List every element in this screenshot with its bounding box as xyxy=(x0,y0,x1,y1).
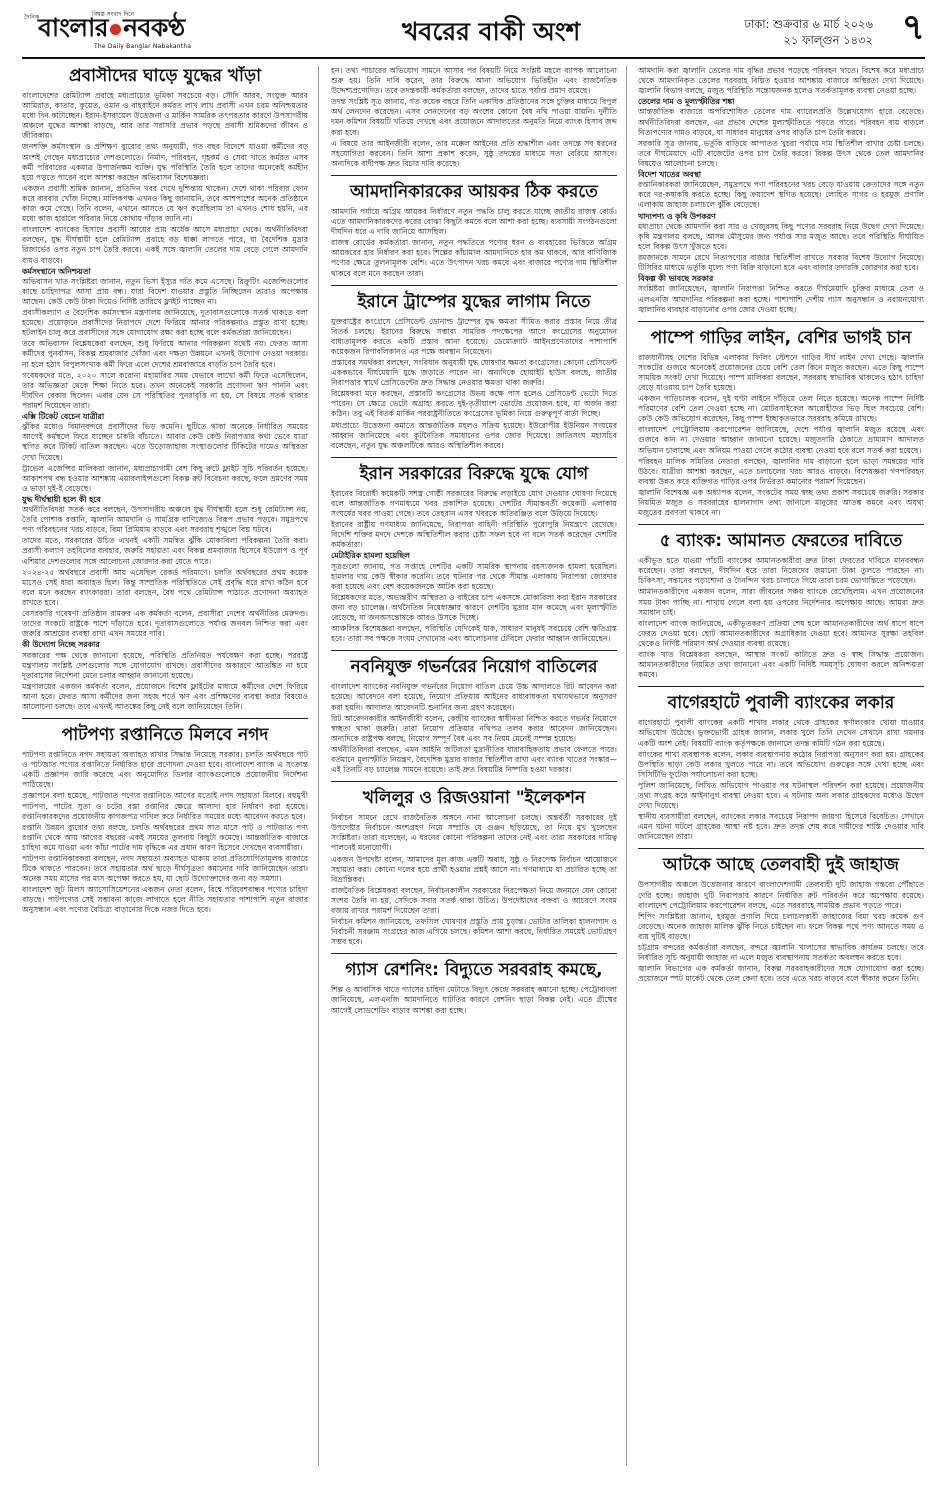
story-paragraph: মন্ত্রণালয়ের একজন কর্মকর্তা বলেন, প্রয়োজনে বিশেষ ফ্লাইটের মাধ্যমে কর্মীদের দেশে ফিরিয়ে আনা হবে। ফেরত আসা কর্মীদের জন্য সহজ শর্তে ঋণ এবং প্রশিক্ষণের ব্যবস্থা করার বিষয়েও আলোচনা চলছে। তবে এখনই আতঙ্কের কিছু নেই বলে জানিয়েছেন তিনি। xyxy=(22,681,308,711)
story-paragraph: জ্বালানি বিশেষজ্ঞ এক অধ্যাপক বলেন, সংকটের সময় স্বচ্ছ তথ্য প্রকাশ সবচেয়ে জরুরি। সরকার নিয়মিত মজুত ও সরবরাহের হালনাগাদ তথ্য জানালে মানুষের আতঙ্ক কমবে এবং অযথা মজুতের প্রবণতা থাকবে না। xyxy=(638,487,924,518)
story-paragraph: প্রবাসীকল্যাণ ও বৈদেশিক কর্মসংস্থান মন্ত্রণালয় জানিয়েছে, দূতাবাসগুলোকে সতর্ক থাকতে বলা হয়েছে। প্রয়োজনে প্রবাসীদের নিরাপদে দেশে ফিরিয়ে আনার পরিকল্পনাও প্রস্তুত রাখা হচ্ছে। হটলাইন চালু করে প্রবাসীদের সঙ্গে যোগাযোগ রক্ষা করা হচ্ছে বলে কর্মকর্তারা জানিয়েছেন। xyxy=(22,308,308,338)
story-headline[interactable]: আটকে আছে তেলবাহী দুই জাহাজ xyxy=(663,855,899,876)
logo-name-part2: নবকণ্ঠ xyxy=(123,13,185,42)
section-title: খবরের বাকী অংশ xyxy=(402,17,581,46)
column-1 xyxy=(22,66,308,1471)
story-paragraph: বাগেরহাটে পুবালী ব্যাংকের একটি শাখার লকার থেকে গ্রাহকের স্বর্ণালংকার খোয়া যাওয়ার অভিযোগ উঠেছে। ভুক্তভোগী গ্রাহক জানান, লকার খুলে তিনি দেখেন সেখানে রাখা গয়নার একটি অংশ নেই। বিষয়টি ব্যাংক কর্তৃপক্ষকে জানালে তদন্ত কমিটি গঠন করা হয়েছে। xyxy=(638,718,924,748)
story-paragraph: সরকারি সূত্র জানায়, ভর্তুকি বাড়িয়ে আপাতত খুচরা পর্যায়ে দাম স্থিতিশীল রাখার চেষ্টা চলছে। তবে দীর্ঘমেয়াদে এটি বাজেটের ওপর চাপ তৈরি করবে। বিকল্প উৎস থেকে তেল আমদানির বিষয়েও আলোচনা চলছে। xyxy=(638,138,924,168)
story-divider xyxy=(638,321,924,322)
news-story xyxy=(638,855,924,984)
story-subhead: এক্সি টিকেট বেচেন যাত্রীরা xyxy=(22,412,105,422)
story-paragraph: জনশক্তি কর্মসংস্থান ও প্রশিক্ষণ ব্যুরোর তথ্য অনুযায়ী, গত বছর বিদেশে যাওয়া কর্মীদের বড় অংশই গেছেন মধ্যপ্রাচ্যের দেশগুলোতে। নির্মাণ, পরিবহন, গৃহকর্ম ও সেবা খাতে কর্মরত এসব কর্মী পরিবারের একমাত্র উপার্জনক্ষম ব্যক্তি। যুদ্ধ পরিস্থিতি তৈরি হলে তাদের অনেকেই কর্মহীন হয়ে পড়তে পারেন বলে আশঙ্কা করছেন অভিবাসন বিশেষজ্ঞরা। xyxy=(22,142,308,182)
story-subhead: তেলের দাম ও মূল্যস্ফীতির শঙ্কা xyxy=(638,97,735,107)
story-paragraph: তদন্ত সংশ্লিষ্ট সূত্র জানায়, গত কয়েক বছরে তিনি একাধিক প্রতিষ্ঠানের সঙ্গে চুক্তির মাধ্যমে বিপুল অর্থ লেনদেন করেছেন। এসব লেনদেনের বড় অংশের কোনো বৈধ নথি পাওয়া যায়নি। দুর্নীতি দমন কমিশন বিষয়টি খতিয়ে দেখছে এবং প্রয়োজনে আদালতের অনুমতি নিয়ে ব্যাংক হিসাব জব্দ করা হবে। xyxy=(331,97,617,137)
news-story xyxy=(331,464,617,645)
story-paragraph: পাটপণ্য রপ্তানিতে নগদ সহায়তা অব্যাহত রাখার সিদ্ধান্ত নিয়েছে সরকার। চলতি অর্থবছরে পাট ও পাটজাত পণ্যের রপ্তানিতে নির্ধারিত হারে প্রণোদনা দেওয়া হবে। বাংলাদেশ ব্যাংক এ সংক্রান্ত একটি প্রজ্ঞাপন জারি করেছে এবং অনুমোদিত ডিলার ব্যাংকগুলোকে প্রয়োজনীয় নির্দেশনা পাঠিয়েছে। xyxy=(22,750,308,790)
story-paragraph: পুলিশ জানিয়েছে, লিখিত অভিযোগ পাওয়ার পর ঘটনাস্থল পরিদর্শন করা হয়েছে। প্রয়োজনীয় তথ্য সংগ্রহ করে আইনানুগ ব্যবস্থা নেওয়া হবে। এ ঘটনায় অন্য লকার গ্রাহকদের মধ্যেও উদ্বেগ দেখা দিয়েছে। xyxy=(638,780,924,811)
date-box xyxy=(744,16,873,48)
story-paragraph: একজন প্রবাসী শ্রমিক জানান, প্রতিদিন খবর দেখে দুশ্চিন্তায় থাকেন। দেশে থাকা পরিবার ফোন করে বারবার খোঁজ নিচ্ছে। মালিকপক্ষ এখনও কিছু জানায়নি, তবে আশপাশের অনেক প্রতিষ্ঠানে কাজ কমে গেছে। তিনি বলেন, এখানে আসতে যে ঋণ করেছিলাম তা এখনও শোধ হয়নি, এর মধ্যে কাজ হারালে পরিবার নিয়ে কোথায় দাঁড়াব জানি না। xyxy=(22,183,308,224)
story-headline[interactable]: পাটপণ্য রপ্তানিতে মিলবে নগদ xyxy=(61,725,269,746)
story-divider xyxy=(331,457,617,458)
logo-english-name: The Daily Banglar Nabakantha xyxy=(94,43,192,50)
story-paragraph: বেসরকারি গবেষণা প্রতিষ্ঠান রামরুর এক কর্মকর্তা বলেন, প্রবাসীরা দেশের অর্থনীতির মেরুদণ্ড। তাদের সংকটে রাষ্ট্রকে পাশে দাঁড়াতে হবে। দূতাবাসগুলোতে পর্যাপ্ত জনবল নিশ্চিত করা এবং জরুরি আশ্রয়ের ব্যবস্থা রাখা এখন সময়ের দাবি। xyxy=(22,609,308,639)
date-bengali: ২১ ফাল্গুন ১৪৩২ xyxy=(783,33,873,47)
story-paragraph: রাজস্ব বোর্ডের কর্মকর্তারা জানান, নতুন পদ্ধতিতে পণ্যের ধরন ও ব্যবহারের ভিত্তিতে অগ্রিম আয়করের হার নির্ধারণ করা হবে। শিল্পের কাঁচামাল আমদানিতে হার কম থাকবে, আর বাণিজ্যিক পণ্যের ক্ষেত্রে তুলনামূলক বেশি। এতে উৎপাদন খরচ কমবে এবং বাজারে পণ্যের দাম স্থিতিশীল থাকবে বলে মনে করছেন তারা। xyxy=(331,238,617,278)
story-paragraph: পরিবহন মালিক সমিতির নেতারা বলছেন, জ্বালানির দাম বাড়ানো হলে ভাড়া সমন্বয়ের দাবি উঠবে। যাত্রীরা আশঙ্কা করছেন, এতে চলাচলের খরচ আরও বাড়বে। বিশেষজ্ঞরা গণপরিবহন ব্যবস্থা উন্নত করে ব্যক্তিগত গাড়ির ওপর নির্ভরতা কমানোর পরামর্শ দিয়েছেন। xyxy=(638,456,924,486)
story-paragraph: রমজানকে সামনে রেখে নিত্যপণ্যের বাজার স্থিতিশীল রাখতে সরকার বিশেষ উদ্যোগ নিয়েছে। টিসিবির মাধ্যমে ভর্তুকি মূল্যে পণ্য বিক্রি বাড়ানো হবে এবং বাজার তদারকি জোরদার করা হবে। xyxy=(638,253,924,273)
story-paragraph: সরকারের পক্ষ থেকে জানানো হয়েছে, পরিস্থিতি প্রতিনিয়ত পর্যবেক্ষণ করা হচ্ছে। পররাষ্ট্র মন্ত্রণালয় সংশ্লিষ্ট দেশগুলোর সঙ্গে যোগাযোগ রাখছে। প্রবাসীদের অকারণে আতঙ্কিত না হয়ে দূতাবাসের নির্দেশনা মেনে চলার আহ্বান জানানো হয়েছে। xyxy=(22,650,308,680)
story-paragraph: রপ্তানি উন্নয়ন ব্যুরোর তথ্য বলছে, চলতি অর্থবছরের প্রথম সাত মাসে পাট ও পাটজাত পণ্য রপ্তানি থেকে আয় আগের বছরের একই সময়ের তুলনায় কিছুটা কমেছে। আন্তর্জাতিক বাজারে চাহিদা কমে যাওয়া এবং কাঁচা পাটের দাম বৃদ্ধিকে এর প্রধান কারণ হিসেবে দেখছেন ব্যবসায়ীরা। xyxy=(22,822,308,852)
story-paragraph: পাটপণ্য রপ্তানিকারকরা বলছেন, নগদ সহায়তা অব্যাহত থাকায় তারা প্রতিযোগিতামূলক বাজারে টিকে থাকতে পারবেন। তবে সহায়তার অর্থ ছাড়ে দীর্ঘসূত্রতা কমানোর দাবি জানিয়েছেন তারা। অনেক সময় মাসের পর মাস অপেক্ষা করতে হয়, যা ছোট উদ্যোক্তাদের জন্য বড় সমস্যা। xyxy=(22,854,308,884)
story-subhead: কর্মসংস্থানে অনিশ্চয়তা xyxy=(22,266,91,276)
story-headline[interactable]: ইরান সরকারের বিরুদ্ধে যুদ্ধে যোগ xyxy=(359,463,589,484)
story-divider xyxy=(331,285,617,286)
story-paragraph: এ বিষয়ে তার আইনজীবী বলেন, তার মক্কেল আইনের প্রতি শ্রদ্ধাশীল এবং তদন্তে সব ধরনের সহযোগিতা করবেন। তিনি আশা প্রকাশ করেন, সুষ্ঠু তদন্তের মাধ্যমে সত্য বেরিয়ে আসবে। অন্যদিকে বাদীপক্ষ দ্রুত বিচার দাবি করেছে। xyxy=(331,138,617,168)
masthead xyxy=(22,8,925,54)
story-paragraph: অর্থনীতিবিদরা বলছেন, এমন আইনি জটিলতা মুদ্রানীতির ধারাবাহিকতায় প্রভাব ফেলতে পারে। বর্তমানে মূল্যস্ফীতি নিয়ন্ত্রণ, বৈদেশিক মুদ্রার বাজার স্থিতিশীল রাখা এবং ব্যাংক খাতের সংস্কার—এই তিনটি বড় চ্যালেঞ্জ সামনে রয়েছে। তাই দ্রুত বিষয়টির নিষ্পত্তি হওয়া দরকার। xyxy=(331,744,617,775)
logo-wordmark xyxy=(38,14,185,42)
story-headline[interactable]: বাগেরহাটে পুবালী ব্যাংকের লকার xyxy=(667,693,895,714)
story-paragraph: ২০২৪-২৫ অর্থবছরে প্রবাসী আয় এসেছিল রেকর্ড পরিমাণে। চলতি অর্থবছরের প্রথম কয়েক মাসেও সেই ধারা অব্যাহত ছিল। কিন্তু সাম্প্রতিক পরিস্থিতিতে সেই প্রবৃদ্ধি ধরে রাখা কঠিন হবে বলে মনে করছেন ব্যাংকাররা। তারা বলছেন, বৈধ পথে রেমিট্যান্স পাঠাতে প্রণোদনা অব্যাহত রাখতে হবে। xyxy=(22,567,308,607)
story-divider xyxy=(638,848,924,849)
story-divider xyxy=(331,953,617,954)
story-divider xyxy=(331,781,617,782)
news-story xyxy=(638,328,924,519)
story-paragraph: উপসাগরীয় অঞ্চলে উত্তেজনার কারণে বাংলাদেশগামী তেলবাহী দুটি জাহাজ গন্তব্যে পৌঁছাতে দেরি হচ্ছে। জাহাজ দুটি নিরাপত্তার কারণে নির্ধারিত রুট পরিবর্তন করে অপেক্ষায় রয়েছে। বাংলাদেশ পেট্রোলিয়াম করপোরেশন বলছে, এতে সরবরাহে সাময়িক প্রভাব পড়তে পারে। xyxy=(638,880,924,910)
story-paragraph: শিল্প ও আবাসিক খাতে গ্যাসের চাহিদা মেটাতে বিদ্যুৎ কেন্দ্রে সরবরাহ কমানো হচ্ছে। পেট্রোবাংলা জানিয়েছে, এলএনজি আমদানিতে ঘাটতির কারণে রেশনিং ছাড়া বিকল্প নেই। এতে গ্রীষ্মের আগেই লোডশেডিং বাড়ার আশঙ্কা করা হচ্ছে। xyxy=(331,985,617,1015)
news-story xyxy=(331,292,617,451)
story-headline[interactable]: পাম্পে গাড়ির লাইন, বেশির ভাগই চান xyxy=(650,327,912,348)
story-paragraph: বাংলাদেশ পেট্রোলিয়াম করপোরেশন জানিয়েছে, দেশে পর্যাপ্ত জ্বালানি মজুত রয়েছে এবং গুজবে কান না দেওয়ার আহ্বান জানানো হয়েছে। মজুতদারি ঠেকাতে ভ্রাম্যমাণ আদালত অভিযান চালাচ্ছে এবং অনিয়ম পাওয়া গেলে কঠোর ব্যবস্থা নেওয়া হবে বলে সতর্ক করা হয়েছে। xyxy=(638,425,924,455)
news-story xyxy=(638,531,924,680)
story-paragraph: বাংলাদেশের রেমিট্যান্স প্রবাহে মধ্যপ্রাচ্যের ভূমিকা সবচেয়ে বড়। সৌদি আরব, সংযুক্ত আরব আমিরাত, কাতার, কুয়েত, ওমান ও বাহরাইনে কর্মরত লাখ লাখ প্রবাসী এখন চরম অনিশ্চয়তার মধ্যে দিন কাটাচ্ছেন। ইরান-ইসরায়েল উত্তেজনা ও মার্কিন সামরিক তৎপরতার কারণে উপসাগরীয় অঞ্চলে যুদ্ধের আশঙ্কা বাড়ছে, আর তার সরাসরি প্রভাব পড়ছে প্রবাসী শ্রমিকদের জীবন ও জীবিকায়। xyxy=(22,91,308,141)
column-3 xyxy=(638,66,924,1471)
column-divider xyxy=(318,66,319,1466)
story-paragraph: বাংলাদেশ জুট মিলস অ্যাসোসিয়েশনের একজন নেতা বলেন, বিশ্বে পরিবেশবান্ধব পণ্যের চাহিদা বাড়ছে। পাটপণ্যের সেই সম্ভাবনা কাজে লাগাতে হলে নীতি সহায়তার পাশাপাশি নতুন বাজার অনুসন্ধান এবং পণ্যের বৈচিত্র্য বাড়ানোর দিকে নজর দিতে হবে। xyxy=(22,885,308,915)
story-paragraph: আঞ্চলিক বিশেষজ্ঞরা বলছেন, পরিস্থিতি যেদিকেই যাক, সাধারণ মানুষই সবচেয়ে বেশি ক্ষতিগ্রস্ত হবে। তারা সব পক্ষকে সংযম দেখানোর এবং আলোচনার টেবিলে ফেরার আহ্বান জানিয়েছেন। xyxy=(331,624,617,644)
story-headline[interactable]: ৫ ব্যাংক: আমানত ফেরতের দাবিতে xyxy=(659,531,903,552)
story-paragraph: নির্বাচন সামনে রেখে রাজনৈতিক অঙ্গনে নানা আলোচনা চলছে। অন্তর্বর্তী সরকারের দুই উপদেষ্টার নির্বাচনে অংশগ্রহণ নিয়ে সম্প্রতি যে গুঞ্জন ছড়িয়েছে, তা নিয়ে মুখ খুলেছেন সংশ্লিষ্টরা। তারা বলেছেন, এ ধরনের কোনো পরিকল্পনা তাদের নেই এবং তারা সরকারের দায়িত্ব পালনেই মনোযোগী। xyxy=(331,813,617,853)
column-divider xyxy=(626,66,627,1466)
story-divider xyxy=(638,524,924,525)
story-paragraph: আমদানি পর্যায়ে অগ্রিম আয়কর নির্ধারণে নতুন পদ্ধতি চালু করতে যাচ্ছে জাতীয় রাজস্ব বোর্ড। এতে আমদানিকারকদের করের বোঝা কিছুটা কমবে বলে আশা করা হচ্ছে। ব্যবসায়ী সংগঠনগুলো দীর্ঘদিন ধরে এ দাবি জানিয়ে আসছিল। xyxy=(331,206,617,237)
story-paragraph: বাংলাদেশ ব্যাংকের হিসাবে প্রবাসী আয়ের প্রায় অর্ধেক আসে মধ্যপ্রাচ্য থেকে। অর্থনীতিবিদরা বলছেন, যুদ্ধ দীর্ঘস্থায়ী হলে রেমিট্যান্স প্রবাহে বড় ধাক্কা লাগতে পারে, যা বৈদেশিক মুদ্রার রিজার্ভের ওপর নতুন চাপ তৈরি করবে। একই সঙ্গে জ্বালানি তেলের দাম বেড়ে গেলে আমদানি ব্যয়ও বাড়বে। xyxy=(22,225,308,265)
story-paragraph: ব্যাংকের শাখা ব্যবস্থাপক বলেন, লকার ব্যবস্থাপনায় কঠোর নিরাপত্তা অনুসরণ করা হয়। গ্রাহকের উপস্থিতি ছাড়া কেউ লকার খুলতে পারে না। তবে অভিযোগ গুরুত্বের সঙ্গে দেখা হচ্ছে এবং সিসিটিভি ফুটেজ পর্যালোচনা করা হচ্ছে। xyxy=(638,749,924,779)
story-paragraph: ইরানের রাষ্ট্রীয় গণমাধ্যম জানিয়েছে, নিরাপত্তা বাহিনী পরিস্থিতি পুরোপুরি নিয়ন্ত্রণে রেখেছে। বিদেশি শক্তির মদদে দেশকে অস্থিতিশীল করার চেষ্টা সফল হবে না বলে সতর্ক করেছেন দেশটির কর্মকর্তারা। xyxy=(331,520,617,550)
story-paragraph: অর্থনীতিবিদরা সতর্ক করে বলছেন, উপসাগরীয় অঞ্চলে যুদ্ধ দীর্ঘস্থায়ী হলে শুধু রেমিট্যান্স নয়, তৈরি পোশাক রপ্তানি, জ্বালানি আমদানি ও সামগ্রিক বাণিজ্যেও বিরূপ প্রভাব পড়বে। সমুদ্রপথে পণ্য পরিবহনের খরচ বাড়বে, বিমা প্রিমিয়াম বাড়বে এবং সরবরাহ শৃঙ্খলে বিঘ্ন ঘটবে। xyxy=(22,505,308,535)
story-paragraph: রাজনৈতিক বিশ্লেষকরা বলছেন, নির্বাচনকালীন সরকারের নিরপেক্ষতা নিয়ে জনমনে যেন কোনো সংশয় তৈরি না হয়, সেদিকে সবার সতর্ক থাকা উচিত। উপদেষ্টাদের বক্তব্য ও আচরণে সংযম বজায় রাখার পরামর্শ দিয়েছেন তারা। xyxy=(331,885,617,916)
story-subhead: খাদ্যপণ্য ও কৃষি উপকরণ xyxy=(638,211,716,221)
logo-name-part1: বাংলার xyxy=(38,13,109,42)
story-paragraph: রাজধানীসহ দেশের বিভিন্ন এলাকার ফিলিং স্টেশনে গাড়ির দীর্ঘ লাইন দেখা গেছে। জ্বালানি সংকটের গুজবে অনেকেই প্রয়োজনের চেয়ে বেশি তেল কিনে মজুত করছেন। এতে কিছু পাম্পে সাময়িক সংকট দেখা দিয়েছে। পাম্প মালিকরা বলছেন, সরবরাহ স্বাভাবিক থাকলেও হঠাৎ চাহিদা বেড়ে যাওয়ায় চাপ তৈরি হয়েছে। xyxy=(638,352,924,392)
story-paragraph: মধ্যপ্রাচ্য থেকে আমদানি করা সার ও খেজুরসহ কিছু পণ্যের সরবরাহ নিয়ে উদ্বেগ দেখা দিয়েছে। কৃষি মন্ত্রণালয় বলছে, আসন্ন মৌসুমের জন্য পর্যাপ্ত সার মজুত আছে। তবে পরিস্থিতি দীর্ঘায়িত হলে বিকল্প উৎস খুঁজতে হবে। xyxy=(638,221,924,251)
story-paragraph: আমদানি করা জ্বালানি তেলের দাম বৃদ্ধির প্রভাব পড়েছে পরিবহন খাতে। বিশেষ করে মধ্যপ্রাচ্য থেকে আমদানিকৃত তেলের সরবরাহ বিঘ্নিত হওয়ার আশঙ্কায় বাজারে অস্থিরতা দেখা দিয়েছে। জ্বালানি বিভাগ বলছে, মজুত পরিস্থিতি সন্তোষজনক হলেও সতর্কতামূলক ব্যবস্থা নেওয়া হচ্ছে। xyxy=(638,66,924,96)
story-subhead: মেটাইরিক হামলা হয়েছিল xyxy=(331,551,410,561)
story-paragraph: শিপিং সংশ্লিষ্টরা জানান, হরমুজ প্রণালি দিয়ে চলাচলকারী জাহাজের বিমা খরচ কয়েক গুণ বেড়েছে। অনেক জাহাজ মালিক ঝুঁকি নিতে চাইছেন না। ফলে বিকল্প পথে পণ্য আনতে সময় ও ব্যয় দুটিই বাড়ছে। xyxy=(638,911,924,941)
logo-tagline: বিশ্বস্ত সংবাদ দিনে xyxy=(92,11,135,18)
story-paragraph: মধ্যপ্রাচ্যে উত্তেজনা কমাতে আন্তর্জাতিক মহলও সক্রিয় হয়েছে। ইউরোপীয় ইউনিয়ন সংযমের আহ্বান জানিয়েছে এবং কূটনৈতিক সমাধানের ওপর জোর দিয়েছে। জাতিসংঘ মহাসচিব বলেছেন, নতুন যুদ্ধ অঞ্চলটিকে আরও অস্থিতিশীল করবে। xyxy=(331,420,617,450)
news-story xyxy=(331,66,617,169)
story-paragraph: বিশ্লেষকদের মতে, অভ্যন্তরীণ অস্থিরতা ও বাইরের চাপ একসঙ্গে মোকাবিলা করা ইরান সরকারের জন্য বড় চ্যালেঞ্জ। অর্থনৈতিক নিষেধাজ্ঞার কারণে দেশটির মুদ্রার মান কমেছে এবং মূল্যস্ফীতি বেড়েছে, যা জনঅসন্তোষকে আরও উসকে দিচ্ছে। xyxy=(331,592,617,623)
column-2 xyxy=(331,66,617,1471)
story-paragraph: নির্বাচন কমিশন জানিয়েছে, তফসিল ঘোষণার প্রস্তুতি প্রায় চূড়ান্ত। ভোটার তালিকা হালনাগাদ ও নির্বাচনী সরঞ্জাম সংগ্রহের কাজ এগিয়ে চলছে। কমিশন আশা করছে, নির্ধারিত সময়েই ভোটগ্রহণ সম্ভব হবে। xyxy=(331,917,617,947)
story-paragraph: আন্তর্জাতিক বাজারে অপরিশোধিত তেলের দাম ব্যারেলপ্রতি উল্লেখযোগ্য হারে বেড়েছে। অর্থনীতিবিদরা বলছেন, এর প্রভাব দেশের মূল্যস্ফীতিতে পড়তে পারে। পরিবহন ব্যয় বাড়লে নিত্যপণ্যের দামও বাড়বে, যা সাধারণ মানুষের ওপর বাড়তি চাপ তৈরি করবে। xyxy=(638,107,924,137)
masthead-rule xyxy=(22,57,925,59)
story-paragraph: সূত্রগুলো জানায়, গত সপ্তাহে দেশটির একটি সামরিক স্থাপনায় রহস্যজনক হামলা হয়েছিল। হামলার দায় কেউ স্বীকার করেনি। তবে ঘটনার পর থেকে সীমান্ত এলাকায় নিরাপত্তা জোরদার করা হয়েছে এবং বেশ কয়েকজনকে আটক করা হয়েছে। xyxy=(331,561,617,591)
news-story xyxy=(331,182,617,279)
story-divider xyxy=(331,650,617,651)
story-subhead: যুদ্ধ দীর্ঘস্থায়ী হলে কী হবে xyxy=(22,494,101,504)
story-paragraph: একজন উপদেষ্টা বলেন, আমাদের মূল কাজ একটি অবাধ, সুষ্ঠু ও নিরপেক্ষ নির্বাচন আয়োজনে সহায়তা করা। কোনো দলের হয়ে প্রার্থী হওয়ার প্রশ্নই আসে না। গণমাধ্যমে যা প্রচারিত হচ্ছে তা বিভ্রান্তিকর। xyxy=(331,854,617,884)
story-paragraph: গবেষকদের মতে, ২০২০ সালে করোনা মহামারির সময় যেভাবে লাখো কর্মী ফিরে এসেছিলেন, তার অভিজ্ঞতা থেকে শিক্ষা নিতে হবে। তখন অনেকেই সরকারি প্রণোদনা ঋণ পাননি এবং দীর্ঘদিন বেকার ছিলেন। এবার যেন সে পরিস্থিতির পুনরাবৃত্তি না হয়, সে বিষয়ে সতর্ক থাকার পরামর্শ দিয়েছেন তারা। xyxy=(22,370,308,410)
story-paragraph: ট্রাভেল এজেন্সির মালিকরা জানান, মধ্যপ্রাচ্যগামী বেশ কিছু রুটে ফ্লাইট সূচি পরিবর্তন হয়েছে। আকাশপথ বন্ধ হওয়ার আশঙ্কায় এয়ারলাইন্সগুলো বিকল্প রুট বিবেচনা করছে, ফলে ভ্রমণের সময় ও ভাড়া দুই-ই বেড়েছে। xyxy=(22,463,308,493)
page-number: ৭ xyxy=(901,7,925,48)
story-paragraph: ইরানের বিরোধী কয়েকটি সশস্ত্র গোষ্ঠী সরকারের বিরুদ্ধে লড়াইয়ে যোগ দেওয়ার ঘোষণা দিয়েছে বলে আন্তর্জাতিক গণমাধ্যমে খবর প্রকাশিত হয়েছে। দেশটির সীমান্তবর্তী কয়েকটি এলাকায় সংঘর্ষের খবর পাওয়া গেছে। তবে তেহরান এসব খবরকে অতিরঞ্জিত বলে উড়িয়ে দিয়েছে। xyxy=(331,488,617,518)
story-subhead: বিদেশ খাতের অবস্থা xyxy=(638,170,702,180)
story-paragraph: প্রস্তাবের সমর্থকরা বলছেন, সংবিধান অনুযায়ী যুদ্ধ ঘোষণার ক্ষমতা কংগ্রেসের। কোনো প্রেসিডেন্ট এককভাবে দীর্ঘমেয়াদি যুদ্ধে জড়াতে পারেন না। অন্যদিকে হোয়াইট হাউস বলছে, জাতীয় নিরাপত্তার স্বার্থে প্রেসিডেন্টের দ্রুত সিদ্ধান্ত নেওয়ার ক্ষমতা থাকা জরুরি। xyxy=(331,357,617,388)
story-divider xyxy=(331,175,617,176)
story-paragraph: বাংলাদেশ ব্যাংকের নবনিযুক্ত গভর্নরের নিয়োগ বাতিল চেয়ে উচ্চ আদালতে রিট আবেদন করা হয়েছে। আবেদনে বলা হয়েছে, নিয়োগ প্রক্রিয়ায় আইনের বাধ্যবাধকতা যথাযথভাবে অনুসরণ করা হয়নি। আদালত আবেদনটি শুনানির জন্য গ্রহণ করেছেন। xyxy=(331,682,617,712)
story-paragraph: আমানতকারীদের একজন বলেন, সারা জীবনের সঞ্চয় ব্যাংকে রেখেছিলাম। এখন প্রয়োজনের সময় টাকা পাচ্ছি না। শাখায় গেলে বলা হয় ওপরের নির্দেশনার অপেক্ষায় আছে। আমরা দ্রুত সমাধান চাই। xyxy=(638,587,924,617)
story-paragraph: প্রজ্ঞাপনে বলা হয়েছে, পাটজাত পণ্যের রপ্তানিতে আগের মতোই নগদ সহায়তা মিলবে। বহুমুখী পাটপণ্য, পাটের সুতা ও চটের বস্তা রপ্তানির ক্ষেত্রে আলাদা হার নির্ধারণ করা হয়েছে। রপ্তানিকারকদের প্রয়োজনীয় কাগজপত্র দাখিল করে নির্ধারিত সময়ের মধ্যে আবেদন করতে হবে। xyxy=(22,791,308,821)
story-paragraph: স্থানীয় ব্যবসায়ীরা বলছেন, ব্যাংকের লকার সবচেয়ে নিরাপদ জায়গা হিসেবে বিবেচিত। সেখানে এমন ঘটনা ঘটলে গ্রাহকের আস্থা নষ্ট হবে। দ্রুত তদন্ত শেষ করে দায়ীদের শাস্তি দেওয়ার দাবি জানিয়েছেন তারা। xyxy=(638,812,924,842)
story-paragraph: রপ্তানিকারকরা জানিয়েছেন, সমুদ্রপথে পণ্য পরিবহনের খরচ বেড়ে যাওয়ায় ক্রেতাদের সঙ্গে নতুন করে দর-কষাকষি করতে হচ্ছে। কিছু ক্রয়াদেশ স্থগিত হয়েছে। লোহিত সাগর ও হরমুজ প্রণালি এলাকায় জাহাজ চলাচলে ঝুঁকি বেড়েছে। xyxy=(638,180,924,210)
story-paragraph: বিশ্লেষকরা মনে করছেন, প্রস্তাবটি কংগ্রেসের উভয় কক্ষে পাস হলেও প্রেসিডেন্ট ভেটো দিতে পারেন। সে ক্ষেত্রে ভেটো অগ্রাহ্য করতে দুই-তৃতীয়াংশ ভোটের প্রয়োজন হবে, যা অর্জন করা কঠিন। তবু এই বিতর্ক মার্কিন পররাষ্ট্রনীতিতে কংগ্রেসের ভূমিকা নিয়ে গুরুত্বপূর্ণ বার্তা দিচ্ছে। xyxy=(331,389,617,419)
story-paragraph: বাংলাদেশ ব্যাংক জানিয়েছে, একীভূতকরণ প্রক্রিয়া শেষ হলে আমানতকারীদের অর্থ ধাপে ধাপে ফেরত দেওয়া হবে। ছোট আমানতকারীদের অগ্রাধিকার দেওয়া হবে। আমানত সুরক্ষা তহবিল থেকেও নির্দিষ্ট পরিমাণ অর্থ দেওয়ার ব্যবস্থা রয়েছে। xyxy=(638,618,924,648)
story-divider xyxy=(638,686,924,687)
news-story xyxy=(331,960,617,1015)
newspaper-logo[interactable] xyxy=(22,8,192,54)
story-paragraph: জ্বালানি বিভাগের এক কর্মকর্তা জানান, বিকল্প সরবরাহকারীদের সঙ্গে যোগাযোগ করা হচ্ছে। প্রয়োজনে স্পট মার্কেট থেকে তেল কেনা হবে। তবে এতে খরচ বাড়বে বলে স্বীকার করেন তিনি। xyxy=(638,964,924,984)
story-headline[interactable]: নবনিযুক্ত গভর্নরের নিয়োগ বাতিলের xyxy=(350,657,598,678)
news-story xyxy=(22,725,308,916)
story-subhead: কী উদ্যোগ নিচ্ছে সরকার xyxy=(22,640,100,650)
news-story xyxy=(638,66,924,315)
logo-daily-label: দৈনিক xyxy=(24,14,40,21)
story-headline[interactable]: আমদানিকারকের আয়কর ঠিক করতে xyxy=(350,181,598,202)
story-headline[interactable]: প্রবাসীদের ঘাড়ে যুদ্ধের খাঁড়া xyxy=(68,66,262,86)
story-divider xyxy=(22,718,308,719)
story-paragraph: অভিবাসন খাত সংশ্লিষ্টরা জানান, নতুন ভিসা ইস্যুর গতি কমে এসেছে। রিক্রুটিং এজেন্সিগুলোর কাছে চাহিদাপত্র আসা প্রায় বন্ধ। যারা বিদেশ যাওয়ার প্রস্তুতি নিচ্ছিলেন তারাও অপেক্ষায় আছেন। কেউ কেউ টাকা দিয়েও নির্দিষ্ট তারিখে ফ্লাইট পাচ্ছেন না। xyxy=(22,276,308,306)
story-headline[interactable]: খলিলুর ও রিজওয়ানা "ইলেকশন xyxy=(362,788,586,809)
story-paragraph: চট্টগ্রাম বন্দরের কর্মকর্তারা বলছেন, বন্দরে জ্বালানি খালাসের স্বাভাবিক কার্যক্রম চলছে। তবে নির্ধারিত সূচি অনুযায়ী জাহাজ না এলে মজুত ব্যবস্থাপনায় সতর্কতা অবলম্বন করতে হবে। xyxy=(638,943,924,963)
story-headline[interactable]: ইরানে ট্রাম্পের যুদ্ধের লাগাম নিতে xyxy=(357,291,591,312)
story-headline[interactable]: গ্যাস রেশনিং: বিদ্যুতে সরবরাহ কমছে, xyxy=(345,960,603,981)
logo-red-dot-icon xyxy=(110,24,121,35)
story-paragraph: যুক্তরাষ্ট্রের কংগ্রেসে প্রেসিডেন্ট ডোনাল্ড ট্রাম্পের যুদ্ধ ক্ষমতা সীমিত করার প্রস্তাব নিয়ে তীব্র বিতর্ক চলছে। ইরানের বিরুদ্ধে সম্ভাব্য সামরিক পদক্ষেপের আগে কংগ্রেসের অনুমোদন বাধ্যতামূলক করতে একটি প্রস্তাব আনা হয়েছে। ডেমোক্র্যাট আইনপ্রণেতাদের পাশাপাশি কয়েকজন রিপাবলিকানও এর পক্ষে অবস্থান নিয়েছেন। xyxy=(331,316,617,356)
news-story xyxy=(22,66,308,712)
date-gregorian: ঢাকা: শুক্রবার ৬ মার্চ ২০২৬ xyxy=(744,17,873,31)
news-story xyxy=(331,657,617,775)
news-story xyxy=(331,788,617,947)
story-paragraph: তাদের মতে, সরকারের উচিত এখনই একটি সমন্বিত ঝুঁকি মোকাবিলা পরিকল্পনা তৈরি করা। প্রবাসী কল্যাণ তহবিলের ব্যবহার, জরুরি সহায়তা এবং বিকল্প শ্রমবাজার হিসেবে ইউরোপ ও পূর্ব এশিয়ার দেশগুলোর সঙ্গে আলোচনা জোরদার করা যেতে পারে। xyxy=(22,536,308,566)
story-paragraph: তবে অভিবাসন বিশ্লেষকেরা বলছেন, শুধু ফিরিয়ে আনার পরিকল্পনা যথেষ্ট নয়। ফেরত আসা কর্মীদের পুনর্বাসন, বিকল্প শ্রমবাজার খোঁজা এবং দক্ষতা উন্নয়নে এখনই উদ্যোগ নেওয়া দরকার। না হলে হঠাৎ বিপুলসংখ্যক কর্মী ফিরে এলে দেশের শ্রমবাজারে বাড়তি চাপ তৈরি হবে। xyxy=(22,339,308,369)
news-story xyxy=(638,693,924,842)
story-paragraph: একজন গাড়িচালক বলেন, দুই ঘণ্টা লাইনে দাঁড়িয়ে তেল নিতে হয়েছে। অনেক পাম্পে নির্দিষ্ট পরিমাণের বেশি তেল দেওয়া হচ্ছে না। মোটরসাইকেল আরোহীদের ভিড় ছিল সবচেয়ে বেশি। কেউ কেউ অভিযোগ করেছেন, কিছু পাম্প ইচ্ছাকৃতভাবে সরবরাহ কমিয়ে রাখছে। xyxy=(638,394,924,424)
story-paragraph: ব্যাংক খাত বিশ্লেষকরা বলছেন, আস্থার সংকট কাটাতে দ্রুত ও স্বচ্ছ সিদ্ধান্ত প্রয়োজন। আমানতকারীদের নিয়মিত তথ্য জানানো এবং একটি নির্দিষ্ট সময়সূচি ঘোষণা করলে অনিশ্চয়তা কমবে। xyxy=(638,650,924,680)
story-paragraph: হন। তথ্য পাচারের অভিযোগ সামনে আসার পর বিষয়টি নিয়ে সংশ্লিষ্ট মহলে ব্যাপক আলোচনা শুরু হয়। তিনি দাবি করেন, তার বিরুদ্ধে আনা অভিযোগ ভিত্তিহীন এবং রাজনৈতিক উদ্দেশ্যপ্রণোদিত। তবে তদন্তকারী কর্মকর্তারা বলছেন, তাদের হাতে পর্যাপ্ত প্রমাণ রয়েছে। xyxy=(331,66,617,96)
story-paragraph: রিট আবেদনকারীর আইনজীবী বলেন, কেন্দ্রীয় ব্যাংকের স্বাধীনতা নিশ্চিত করতে গভর্নর নিয়োগে স্বচ্ছতা থাকা জরুরি। তারা নিয়োগ প্রক্রিয়ার নথিপত্র তলব করার আবেদন জানিয়েছেন। অন্যদিকে রাষ্ট্রপক্ষ বলছে, নিয়োগ সম্পূর্ণ বৈধ এবং সব নিয়ম মেনেই সম্পন্ন হয়েছে। xyxy=(331,713,617,743)
story-paragraph: ঝুঁকির মধ্যেও বিমানবন্দরে প্রবাসীদের ভিড় কমেনি। ছুটিতে থাকা অনেকে নির্ধারিত সময়ের আগেই কর্মস্থলে ফিরে যাচ্ছেন চাকরি বাঁচাতে। আবার কেউ কেউ নিরাপত্তার কথা ভেবে যাত্রা স্থগিত করে টিকিট বাতিল করছেন। এতে উড়োজাহাজ সংস্থাগুলোর টিকিটের দামেও অস্থিরতা দেখা দিয়েছে। xyxy=(22,422,308,462)
story-subhead: বিকল্প কী ভাবছে সরকার xyxy=(638,274,714,284)
story-paragraph: সংশ্লিষ্টরা জানিয়েছেন, জ্বালানি নিরাপত্তা নিশ্চিত করতে দীর্ঘমেয়াদি চুক্তির মাধ্যমে তেল ও এলএনজি আমদানির পরিকল্পনা করা হচ্ছে। পাশাপাশি দেশীয় গ্যাস অনুসন্ধান ও নবায়নযোগ্য জ্বালানির ব্যবহার বাড়ানোর ওপর জোর দেওয়া হচ্ছে। xyxy=(638,284,924,314)
story-paragraph: একীভূত হতে যাওয়া পাঁচটি ব্যাংকের আমানতকারীরা দ্রুত টাকা ফেরতের দাবিতে মানববন্ধন করেছেন। তারা বলছেন, দীর্ঘদিন ধরে তারা নিজেদের জমানো টাকা তুলতে পারছেন না। চিকিৎসা, সন্তানের পড়াশোনা ও দৈনন্দিন খরচ চালাতে গিয়ে তারা চরম ভোগান্তিতে পড়েছেন। xyxy=(638,556,924,586)
